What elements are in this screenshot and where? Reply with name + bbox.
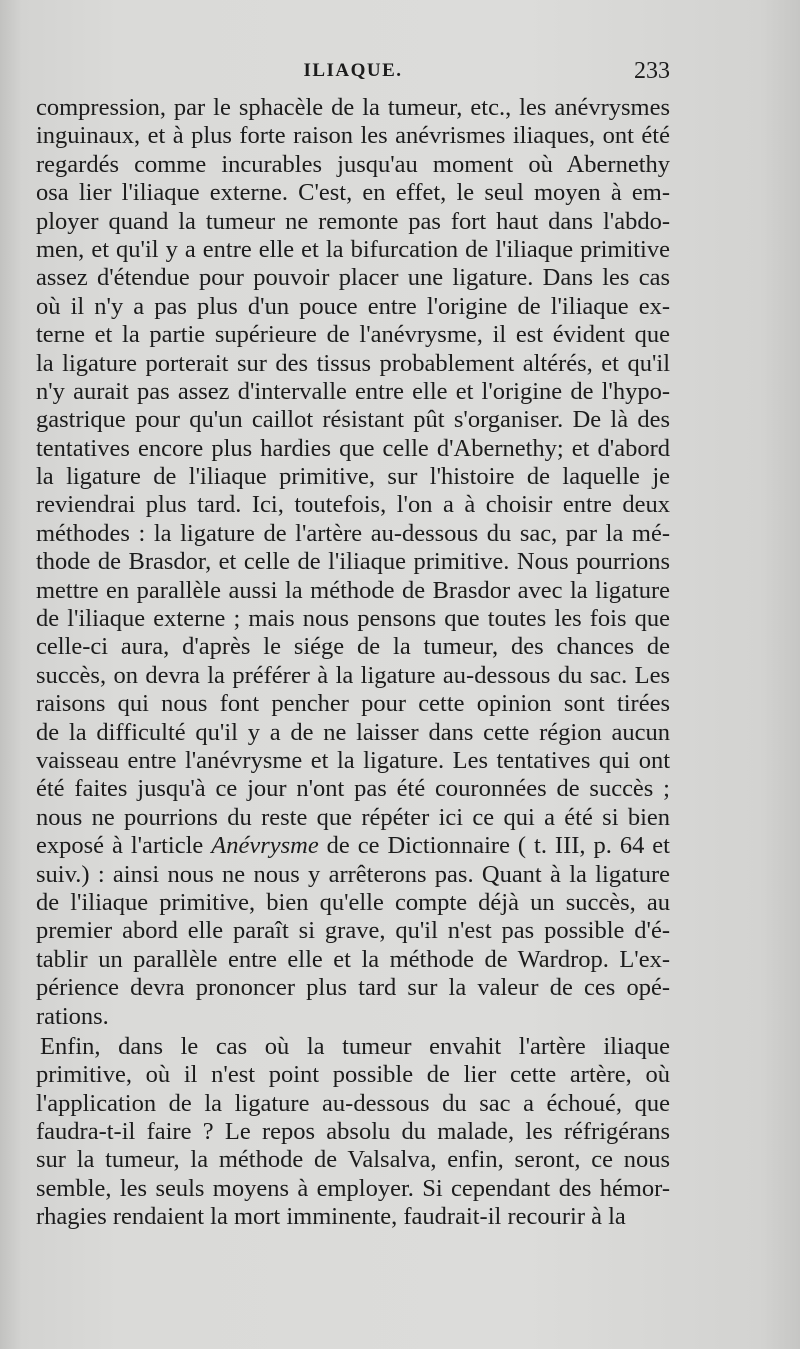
- text-line: primitive, où il n'est point possible de lier cette artère, où: [36, 1061, 670, 1089]
- text-line: succès, on devra la préférer à la ligature au-dessous du sac. Les: [36, 661, 670, 689]
- running-title: ILIAQUE.: [303, 60, 403, 81]
- text-line: été faites jusqu'à ce jour n'ont pas été couronnées de succès ;: [36, 775, 670, 803]
- text-line: suiv.) : ainsi nous ne nous y arrêterons pas. Quant à la ligature: [36, 860, 670, 888]
- text-line: la ligature porterait sur des tissus probablement altérés, et qu'il: [36, 349, 670, 377]
- text-line: sur la tumeur, la méthode de Valsalva, enfin, seront, ce nous: [36, 1146, 670, 1174]
- text-line: où il n'y a pas plus d'un pouce entre l'origine de l'iliaque ex-: [36, 292, 670, 320]
- body-text: [36, 94, 670, 1232]
- text-line: l'application de la ligature au-dessous du sac a échoué, que: [36, 1089, 670, 1117]
- text-line: de l'iliaque primitive, bien qu'elle compte déjà un succès, au: [36, 888, 670, 916]
- text-line: périence devra prononcer plus tard sur la valeur de ces opé-: [36, 974, 670, 1002]
- text-line: celle-ci aura, d'après le siége de la tumeur, des chances de: [36, 633, 670, 661]
- text-line: compression, par le sphacèle de la tumeur, etc., les anévrysmes: [36, 94, 670, 121]
- text-line: n'y aurait pas assez d'intervalle entre elle et l'origine de l'hypo-: [36, 377, 670, 405]
- text-line: raisons qui nous font pencher pour cette opinion sont tirées: [36, 690, 670, 718]
- text-line: Enfin, dans le cas où la tumeur envahit l'artère iliaque: [40, 1032, 670, 1060]
- text-line: osa lier l'iliaque externe. C'est, en effet, le seul moyen à em-: [36, 179, 670, 207]
- text-line: rhagies rendaient la mort imminente, faudrait-il recourir à la: [36, 1203, 626, 1231]
- text-line: exposé à l'article Anévrysme de ce Dictionnaire ( t. III, p. 64 et: [36, 832, 670, 860]
- text-line: assez d'étendue pour pouvoir placer une ligature. Dans les cas: [36, 264, 670, 292]
- page-number: 233: [634, 58, 670, 84]
- paragraph: [36, 1033, 670, 1232]
- text-line: rations.: [36, 1002, 109, 1030]
- text-line: tablir un parallèle entre elle et la méthode de Wardrop. L'ex-: [36, 945, 670, 973]
- text-line: premier abord elle paraît si grave, qu'il n'est pas possible d'é-: [36, 917, 670, 945]
- italic-citation: Anévrysme: [211, 832, 319, 860]
- text-line: regardés comme incurables jusqu'au moment où Abernethy: [36, 150, 670, 178]
- text-line: men, et qu'il y a entre elle et la bifurcation de l'iliaque primitive: [36, 235, 670, 263]
- page-header: [36, 58, 670, 90]
- text-line: mettre en parallèle aussi la méthode de Brasdor avec la ligature: [36, 576, 670, 604]
- text-line: gastrique pour qu'un caillot résistant pût s'organiser. De là des: [36, 406, 670, 434]
- text-line: ployer quand la tumeur ne remonte pas fort haut dans l'abdo-: [36, 207, 670, 235]
- text-line: méthodes : la ligature de l'artère au-dessous du sac, par la mé-: [36, 519, 670, 547]
- text-line: thode de Brasdor, et celle de l'iliaque primitive. Nous pourrions: [36, 548, 670, 576]
- text-line: semble, les seuls moyens à employer. Si cependant des hémor-: [36, 1174, 670, 1202]
- text-line: de la difficulté qu'il y a de ne laisser dans cette région aucun: [36, 718, 670, 746]
- text-line: de l'iliaque externe ; mais nous pensons que toutes les fois que: [36, 605, 670, 633]
- text-line: inguinaux, et à plus forte raison les anévrismes iliaques, ont été: [36, 122, 670, 150]
- text-line: reviendrai plus tard. Ici, toutefois, l'on a à choisir entre deux: [36, 491, 670, 519]
- text-line: faudra-t-il faire ? Le repos absolu du malade, les réfrigérans: [36, 1118, 670, 1146]
- text-line: terne et la partie supérieure de l'anévrysme, il est évident que: [36, 321, 670, 349]
- text-line: la ligature de l'iliaque primitive, sur l'histoire de laquelle je: [36, 463, 670, 491]
- text-line: nous ne pourrions du reste que répéter ici ce qui a été si bien: [36, 803, 670, 831]
- text-line: vaisseau entre l'anévrysme et la ligature. Les tentatives qui ont: [36, 746, 670, 774]
- text-line: tentatives encore plus hardies que celle d'Abernethy; et d'abord: [36, 434, 670, 462]
- paragraph: [36, 94, 670, 1031]
